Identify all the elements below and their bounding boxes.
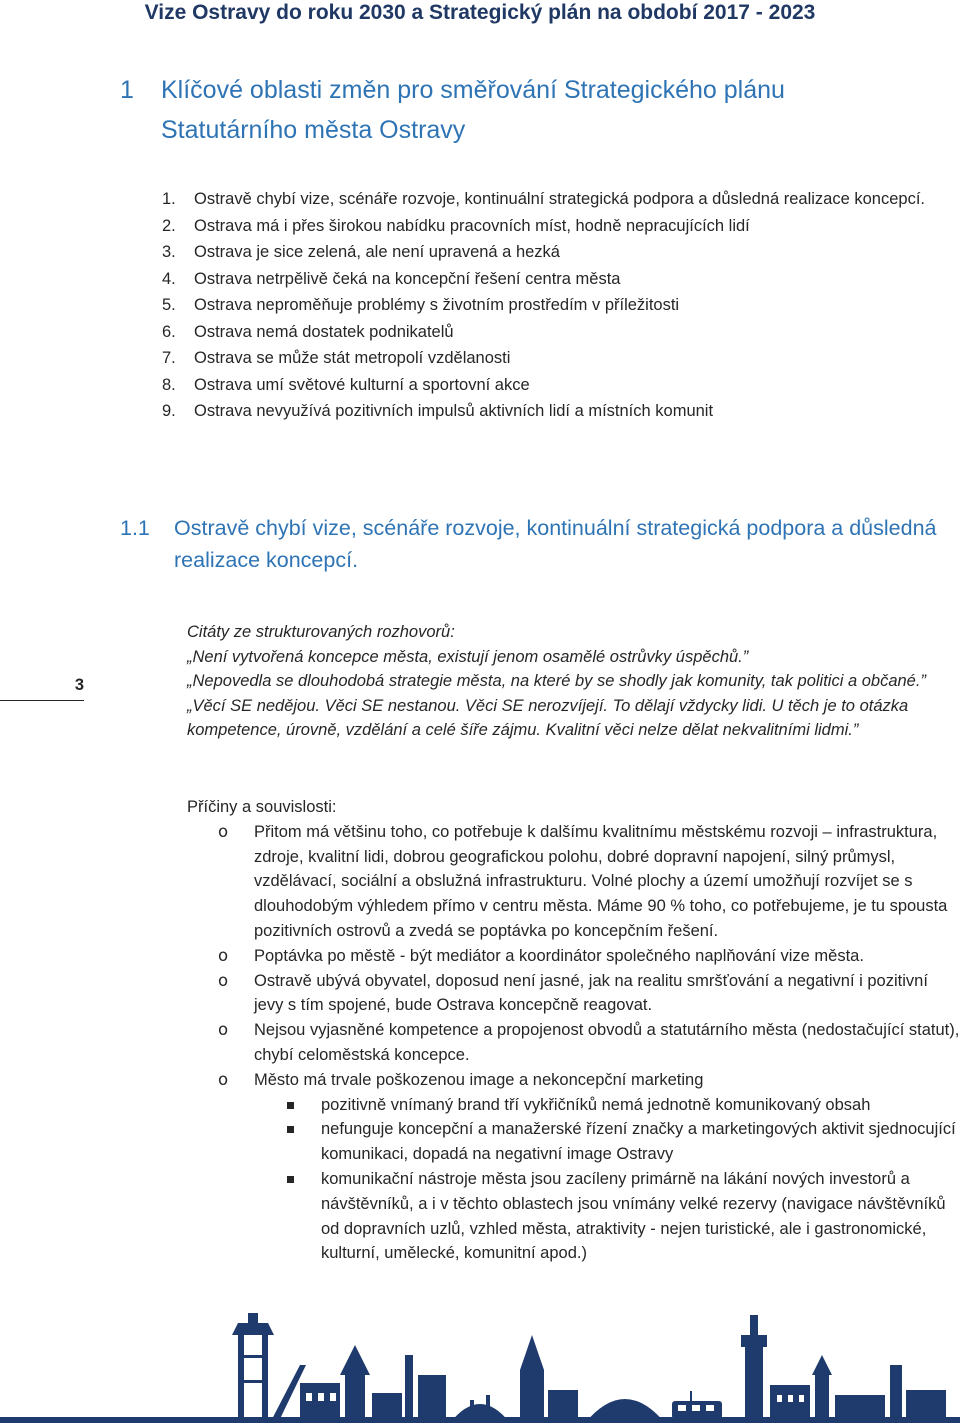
list-item-text: Ostrava nemá dostatek podnikatelů	[194, 322, 454, 341]
circle-bullet-icon: o	[218, 821, 229, 841]
quotes-label: Citáty ze strukturovaných rozhovorů:	[187, 623, 455, 641]
list-item	[162, 398, 952, 425]
list-item-number: 4.	[162, 269, 176, 288]
heading-1-number: 1	[120, 76, 134, 104]
sub-list-item-text: pozitivně vnímaný brand tří vykřičníků nemá jednotně komunikovaný obsah	[321, 1095, 871, 1114]
list-item	[162, 292, 952, 319]
document-header-title: Vize Ostravy do roku 2030 a Strategický plán na období 2017 - 2023	[144, 1, 816, 24]
quote: „Nepovedla se dlouhodobá strategie města, na které by se shodly jak komunity, tak politici a občané.”	[187, 672, 926, 690]
key-areas-list	[162, 186, 952, 425]
circle-bullet-icon: o	[218, 970, 229, 990]
causes-label: Příčiny a souvislosti:	[187, 798, 337, 816]
list-item-number: 7.	[162, 349, 176, 367]
list-item	[187, 944, 960, 969]
list-item	[187, 969, 960, 1019]
list-item	[162, 266, 952, 293]
causes-list	[187, 820, 960, 1266]
list-item-text: Nejsou vyjasněné kompetence a propojenost obvodů a statutárního města (nedostačující statut), chybí celoměstská koncepce.	[254, 1021, 960, 1064]
list-item-text: Ostravě chybí vize, scénáře rozvoje, kontinuální strategická podpora a důsledná realizace koncepcí.	[194, 190, 925, 208]
list-item-text: Ostrava je sice zelená, ale není upravená a hezká	[194, 243, 560, 261]
list-item-text: Přitom má většinu toho, co potřebuje k dalšímu kvalitnímu městskému rozvoji – infrastruktura, zdroje, kvalitní lidi, dobrou geografickou polohu, dobré dopravní napojení, silný průmysl, vzdělávací, sociální a obslužná infrastrukturu. Volné plochy a území umožňují rozvíjet se s dlouhodobým výhledem přímo v centru města. Máme 90 % toho, co potřebujeme, je tu spousta pozitivních ostrovů a zvedá se poptávka po koncepčním řešení.	[254, 822, 948, 940]
list-item-text: Ostrava umí světové kulturní a sportovní akce	[194, 375, 530, 394]
list-item-number: 5.	[162, 296, 176, 314]
list-item-number: 1.	[162, 190, 176, 208]
sub-list-item-text: komunikační nástroje města jsou zacíleny primárně na lákání nových investorů a návštěvníků, a i v těchto oblastech jsou vnímány velké rezervy (navigace návštěvníků od dopravních uzlů, vzhled města, atraktivity - nejen turistické, ale i gastronomické, kulturní, umělecké, komunitní apod.)	[321, 1169, 946, 1263]
heading-2-text: Ostravě chybí vize, scénáře rozvoje, kontinuální strategická podpora a důsledná realizace koncepcí.	[174, 516, 937, 572]
sub-list-item	[254, 1117, 960, 1167]
square-bullet-icon	[287, 1176, 294, 1183]
list-item-number: 2.	[162, 216, 176, 235]
list-item-number: 3.	[162, 243, 176, 261]
heading-2-number: 1.1	[120, 516, 150, 540]
list-item	[162, 186, 952, 213]
list-item	[162, 239, 952, 266]
heading-1-text: Klíčové oblasti změn pro směřování Strategického plánu Statutárního města Ostravy	[161, 76, 785, 144]
list-item-text: Ostrava má i přes širokou nabídku pracovních míst, hodně nepracujících lidí	[194, 216, 750, 235]
square-bullet-icon	[287, 1102, 294, 1109]
causes-block	[187, 795, 960, 1266]
list-item-text: Poptávka po městě - být mediátor a koordinátor společného naplňování vize města.	[254, 946, 864, 965]
square-bullet-icon	[287, 1126, 294, 1133]
list-item-number: 9.	[162, 402, 176, 420]
list-item-text: Město má trvale poškozenou image a nekoncepční marketing	[254, 1070, 704, 1089]
heading-1	[120, 70, 880, 150]
list-item-number: 8.	[162, 375, 176, 394]
list-item	[162, 372, 952, 399]
circle-bullet-icon: o	[218, 1020, 229, 1040]
list-item	[187, 1018, 960, 1068]
city-skyline-illustration	[0, 1305, 960, 1423]
heading-2	[120, 512, 950, 576]
list-item-text: Ostrava netrpělivě čeká na koncepční řešení centra města	[194, 269, 621, 288]
list-item-text: Ostravě ubývá obyvatel, doposud není jasné, jak na realitu smršťování a negativní i pozitivní jevy s tím spojené, bude Ostrava koncepčně reagovat.	[254, 971, 928, 1015]
causes-sublist	[254, 1093, 960, 1267]
sub-list-item	[254, 1167, 960, 1266]
list-item	[162, 213, 952, 240]
list-item	[187, 820, 960, 944]
quotes-block	[187, 620, 960, 743]
list-item-text: Ostrava nevyužívá pozitivních impulsů aktivních lidí a místních komunit	[194, 402, 714, 420]
quote: „Věcí SE nedějou. Věci SE nestanou. Věci SE nerozvíjejí. To dělají vždycky lidi. U těch je to otázka kompetence, úrovně, vzdělání a celé šíře zájmu. Kvalitní věci nelze dělat nekvalitními lidmi.”	[187, 696, 909, 739]
list-item-text: Ostrava neproměňuje problémy s životním prostředím v příležitosti	[194, 296, 680, 314]
list-item-number: 6.	[162, 322, 176, 341]
quote: „Není vytvořená koncepce města, existují jenom osamělé ostrůvky úspěchů.”	[187, 647, 749, 666]
circle-bullet-icon: o	[218, 1069, 229, 1089]
list-item	[162, 345, 952, 372]
list-item	[187, 1068, 960, 1266]
list-item-text: Ostrava se může stát metropolí vzdělanosti	[194, 349, 511, 367]
sub-list-item-text: nefunguje koncepční a manažerské řízení značky a marketingových aktivit sjednocující komunikaci, dopadá na negativní image Ostravy	[321, 1120, 956, 1164]
page-number: 3	[0, 673, 84, 701]
circle-bullet-icon: o	[218, 945, 229, 965]
list-item	[162, 319, 952, 346]
sub-list-item	[254, 1093, 960, 1118]
